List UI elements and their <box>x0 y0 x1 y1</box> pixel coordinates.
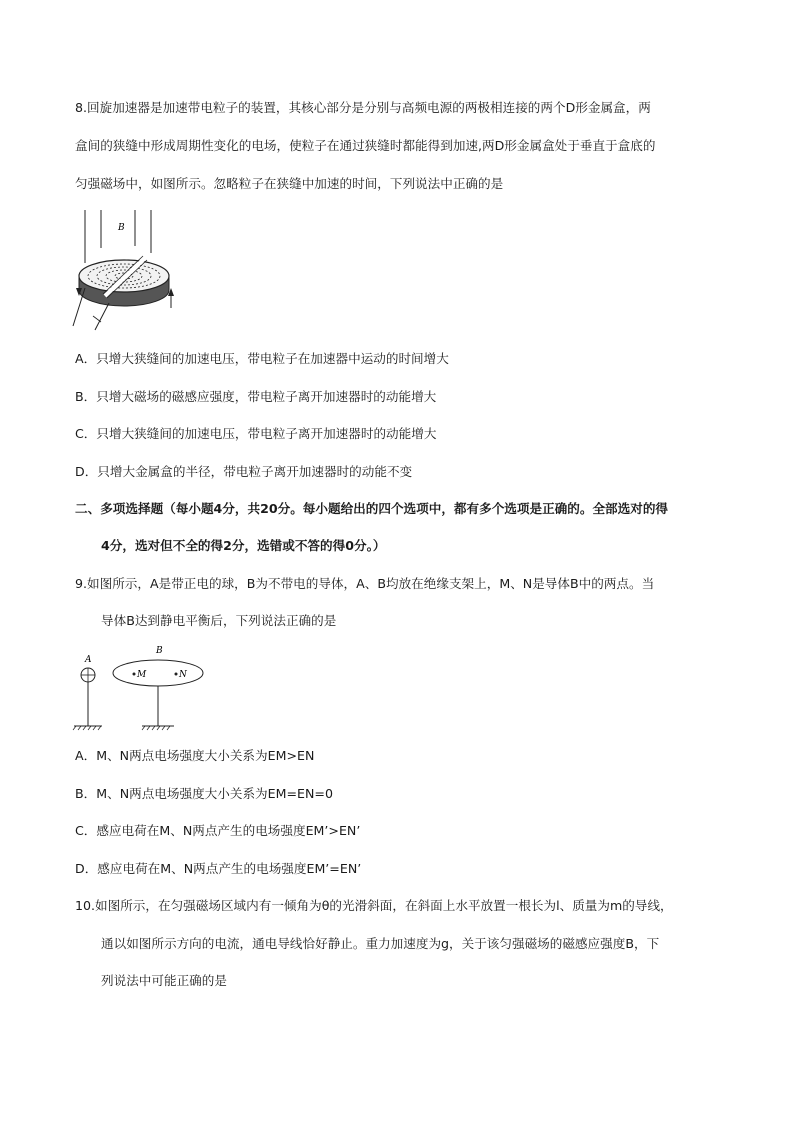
point-n-label: N <box>179 670 187 680</box>
q8-option-c: C．只增大狭缝间的加速电压，带电粒子离开加速器时的动能增大 <box>75 426 437 441</box>
q9-option-d: D．感应电荷在M、N两点产生的电场强度EM’=EN’ <box>75 861 362 876</box>
q8-option-d: D．只增大金属盒的半径，带电粒子离开加速器时的动能不变 <box>75 464 413 479</box>
q9-option-b: B．M、N两点电场强度大小关系为EM=EN=0 <box>75 786 333 801</box>
q9-text-line-1: 9.如图所示，A是带正电的球，B为不带电的导体，A、B均放在绝缘支架上，M、N是导体B中的两点。当 <box>75 576 655 591</box>
ball-a-label: A <box>85 655 92 665</box>
q9-option-c: C．感应电荷在M、N两点产生的电场强度EM’>EN’ <box>75 823 361 838</box>
cyclotron-figure <box>65 208 175 333</box>
conductor-b-label: B <box>156 646 163 656</box>
point-m-label: M <box>137 670 147 680</box>
electrostatic-figure <box>70 642 220 732</box>
section-2-heading-line-2: 4分，选对但不全的得2分，选错或不答的得0分。） <box>101 538 386 553</box>
section-2-heading-line-1: 二、多项选择题（每小题4分，共20分。每小题给出的四个选项中，都有多个选项是正确的。全部选对的得 <box>75 501 669 516</box>
q10-text-line-3: 列说法中可能正确的是 <box>101 973 227 988</box>
q8-text-line-2: 盒间的狭缝中形成周期性变化的电场，使粒子在通过狭缝时都能得到加速,两D形金属盒处于垂直于盒底的 <box>75 138 656 153</box>
q8-text-line-3: 匀强磁场中，如图所示。忽略粒子在狭缝中加速的时间，下列说法中正确的是 <box>75 176 504 191</box>
cyclotron-label-b: B <box>118 223 125 233</box>
q9-text-line-2: 导体B达到静电平衡后，下列说法正确的是 <box>101 613 337 628</box>
q9-option-a: A．M、N两点电场强度大小关系为EM>EN <box>75 748 315 763</box>
q10-text-line-2: 通以如图所示方向的电流，通电导线恰好静止。重力加速度为g，关于该匀强磁场的磁感应强度B，下 <box>101 936 660 951</box>
q10-text-line-1: 10.如图所示，在匀强磁场区域内有一倾角为θ的光滑斜面，在斜面上水平放置一根长为l、质量为m的导线， <box>75 898 673 913</box>
q8-option-a: A．只增大狭缝间的加速电压，带电粒子在加速器中运动的时间增大 <box>75 351 449 366</box>
q8-option-b: B．只增大磁场的磁感应强度，带电粒子离开加速器时的动能增大 <box>75 389 437 404</box>
q8-text-line-1: 8.回旋加速器是加速带电粒子的装置，其核心部分是分别与高频电源的两极相连接的两个D形金属盒，两 <box>75 100 651 115</box>
